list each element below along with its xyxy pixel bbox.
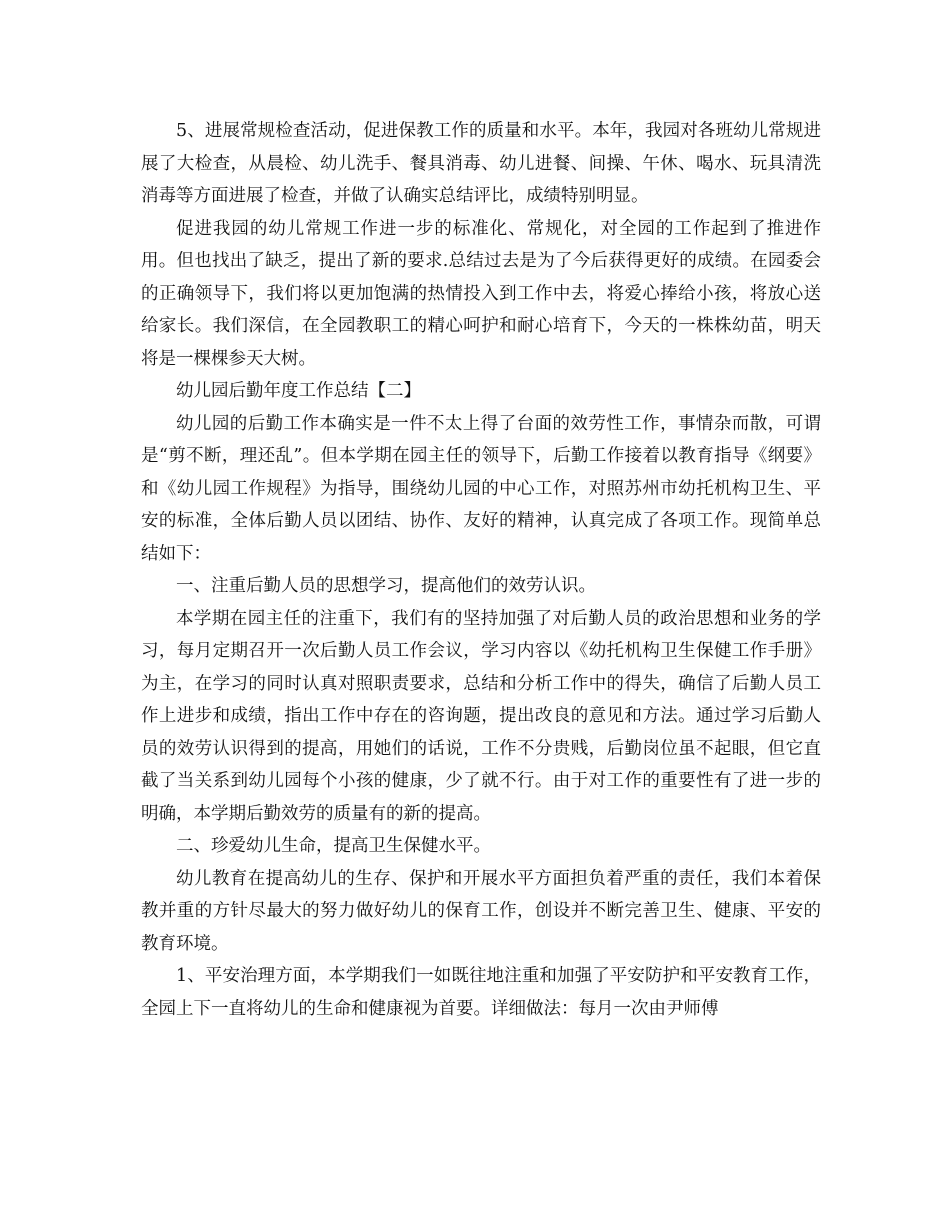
heading-point-two: 二、珍爱幼儿生命，提高卫生保健水平。 xyxy=(176,836,491,856)
paragraph-routine-inspection: 5、进展常规检查活动，促进保教工作的质量和水平。本年，我园对各班幼儿常规进展了大检查，从晨检、幼儿洗手、餐具消毒、幼儿进餐、间操、午休、喝水、玩具清洗消毒等方面进展了检查，并做了认确实总结评比，成绩特别明显。 xyxy=(141,121,821,206)
paragraph-logistics-intro: 幼儿园的后勤工作本确实是一件不太上得了台面的效劳性工作，事情杂而散，可谓是“剪不断，理还乱”。但本学期在园主任的领导下，后勤工作接着以教育指导《纲要》和《幼儿园工作规程》为指导，围绕幼儿园的中心工作，对照苏州市幼托机构卫生、平安的标准，全体后勤人员以团结、协作、友好的精神，认真完成了各项工作。现简单总结如下： xyxy=(141,413,821,564)
document-body xyxy=(141,115,821,1025)
paragraph-child-care: 幼儿教育在提高幼儿的生存、保护和开展水平方面担负着严重的责任，我们本着保教并重的方针尽最大的努力做好幼儿的保育工作，创设并不断完善卫生、健康、平安的教育环境。 xyxy=(141,868,821,954)
paragraph-standardization: 促进我园的幼儿常规工作进一步的标准化、常规化，对全园的工作起到了推进作用。但也找出了缺乏，提出了新的要求.总结过去是为了今后获得更好的成绩。在园委会的正确领导下，我们将以更加饱满的热情投入到工作中去，将爱心捧给小孩，将放心送给家长。我们深信，在全园教职工的精心呵护和耐心培育下，今天的一株株幼苗，明天将是一棵棵参天大树。 xyxy=(141,218,821,369)
section-heading-part-two: 幼儿园后勤年度工作总结【二】 xyxy=(176,381,421,401)
paragraph-safety-management: 1、平安治理方面，本学期我们一如既往地注重和加强了平安防护和平安教育工作，全园上下一直将幼儿的生命和健康视为首要。详细做法：每月一次由尹师傅 xyxy=(141,966,821,1019)
heading-point-one: 一、注重后勤人员的思想学习，提高他们的效劳认识。 xyxy=(176,576,596,596)
paragraph-staff-study: 本学期在园主任的注重下，我们有的坚持加强了对后勤人员的政治思想和业务的学习，每月定期召开一次后勤人员工作会议，学习内容以《幼托机构卫生保健工作手册》为主，在学习的同时认真对照职责要求，总结和分析工作中的得失，确信了后勤人员工作上进步和成绩，指出工作中存在的咨询题，提出改良的意见和方法。通过学习后勤人员的效劳认识得到的提高，用她们的话说，工作不分贵贱，后勤岗位虽不起眼，但它直截了当关系到幼儿园每个小孩的健康，少了就不行。由于对工作的重要性有了进一步的明确，本学期后勤效劳的质量有的新的提高。 xyxy=(141,608,821,824)
